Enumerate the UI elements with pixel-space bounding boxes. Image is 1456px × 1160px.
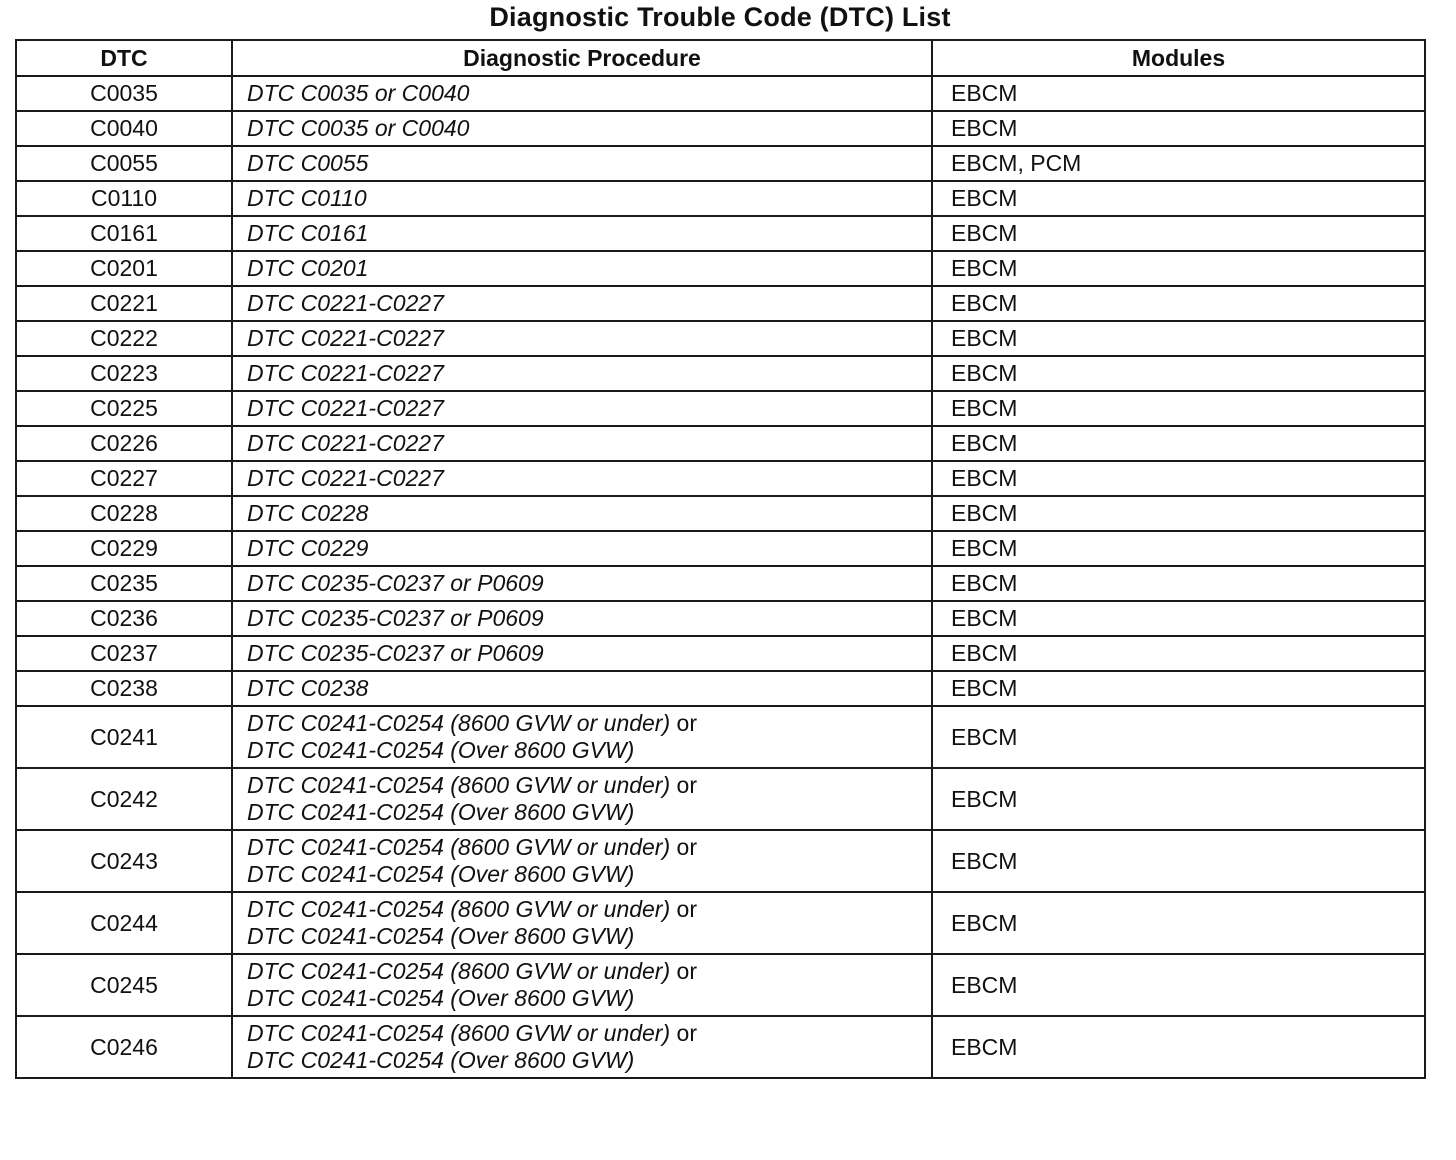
dtc-code: C0226	[16, 426, 232, 461]
column-header-procedure: Diagnostic Procedure	[232, 40, 932, 76]
procedure-conjunction: or	[676, 958, 697, 984]
dtc-code: C0221	[16, 286, 232, 321]
dtc-code: C0040	[16, 111, 232, 146]
table-row	[16, 706, 1425, 768]
table-row	[16, 892, 1425, 954]
table-row	[16, 671, 1425, 706]
table-row	[16, 391, 1425, 426]
modules-cell: EBCM	[932, 461, 1425, 496]
modules-cell: EBCM	[932, 251, 1425, 286]
table-row	[16, 76, 1425, 111]
table-row	[16, 321, 1425, 356]
modules-cell: EBCM	[932, 954, 1425, 1016]
diagnostic-procedure: DTC C0161	[232, 216, 932, 251]
dtc-code: C0225	[16, 391, 232, 426]
modules-cell: EBCM	[932, 356, 1425, 391]
table-row	[16, 768, 1425, 830]
procedure-conjunction: or	[676, 834, 697, 860]
modules-cell: EBCM	[932, 321, 1425, 356]
table-row	[16, 1016, 1425, 1078]
table-row	[16, 181, 1425, 216]
dtc-code: C0243	[16, 830, 232, 892]
table-header-row	[16, 40, 1425, 76]
dtc-code: C0110	[16, 181, 232, 216]
dtc-code: C0055	[16, 146, 232, 181]
dtc-code: C0035	[16, 76, 232, 111]
diagnostic-procedure: DTC C0238	[232, 671, 932, 706]
modules-cell: EBCM	[932, 601, 1425, 636]
modules-cell: EBCM	[932, 286, 1425, 321]
modules-cell: EBCM	[932, 830, 1425, 892]
diagnostic-procedure	[232, 892, 932, 954]
diagnostic-procedure: DTC C0221-C0227	[232, 391, 932, 426]
modules-cell: EBCM	[932, 706, 1425, 768]
modules-cell: EBCM	[932, 111, 1425, 146]
diagnostic-procedure	[232, 768, 932, 830]
diagnostic-procedure: DTC C0221-C0227	[232, 461, 932, 496]
diagnostic-procedure: DTC C0201	[232, 251, 932, 286]
diagnostic-procedure: DTC C0221-C0227	[232, 426, 932, 461]
procedure-line-1: DTC C0241-C0254 (8600 GVW or under)	[247, 772, 671, 798]
procedure-line-1: DTC C0241-C0254 (8600 GVW or under)	[247, 710, 671, 736]
modules-cell: EBCM	[932, 391, 1425, 426]
column-header-dtc: DTC	[16, 40, 232, 76]
modules-cell: EBCM	[932, 181, 1425, 216]
procedure-line-2: DTC C0241-C0254 (Over 8600 GVW)	[247, 985, 635, 1011]
dtc-code: C0235	[16, 566, 232, 601]
dtc-code: C0223	[16, 356, 232, 391]
procedure-line-1: DTC C0241-C0254 (8600 GVW or under)	[247, 1020, 671, 1046]
diagnostic-procedure	[232, 706, 932, 768]
diagnostic-procedure: DTC C0221-C0227	[232, 286, 932, 321]
diagnostic-procedure: DTC C0035 or C0040	[232, 111, 932, 146]
procedure-line-2: DTC C0241-C0254 (Over 8600 GVW)	[247, 737, 635, 763]
modules-cell: EBCM	[932, 636, 1425, 671]
diagnostic-procedure: DTC C0228	[232, 496, 932, 531]
dtc-code: C0229	[16, 531, 232, 566]
procedure-conjunction: or	[676, 772, 697, 798]
dtc-code: C0242	[16, 768, 232, 830]
modules-cell: EBCM	[932, 1016, 1425, 1078]
modules-cell: EBCM, PCM	[932, 146, 1425, 181]
procedure-conjunction: or	[676, 896, 697, 922]
modules-cell: EBCM	[932, 768, 1425, 830]
dtc-code: C0201	[16, 251, 232, 286]
table-row	[16, 531, 1425, 566]
table-row	[16, 636, 1425, 671]
modules-cell: EBCM	[932, 566, 1425, 601]
diagnostic-procedure: DTC C0035 or C0040	[232, 76, 932, 111]
procedure-line-1: DTC C0241-C0254 (8600 GVW or under)	[247, 958, 671, 984]
dtc-code: C0237	[16, 636, 232, 671]
table-row	[16, 111, 1425, 146]
dtc-code: C0241	[16, 706, 232, 768]
diagnostic-procedure: DTC C0235-C0237 or P0609	[232, 566, 932, 601]
table-row	[16, 601, 1425, 636]
dtc-code: C0161	[16, 216, 232, 251]
procedure-line-2: DTC C0241-C0254 (Over 8600 GVW)	[247, 799, 635, 825]
diagnostic-procedure	[232, 1016, 932, 1078]
procedure-line-1: DTC C0241-C0254 (8600 GVW or under)	[247, 896, 671, 922]
diagnostic-procedure: DTC C0110	[232, 181, 932, 216]
modules-cell: EBCM	[932, 496, 1425, 531]
diagnostic-procedure: DTC C0235-C0237 or P0609	[232, 636, 932, 671]
page-title: Diagnostic Trouble Code (DTC) List	[489, 2, 951, 32]
column-header-modules: Modules	[932, 40, 1425, 76]
modules-cell: EBCM	[932, 426, 1425, 461]
modules-cell: EBCM	[932, 216, 1425, 251]
procedure-conjunction: or	[676, 1020, 697, 1046]
dtc-code: C0244	[16, 892, 232, 954]
procedure-line-2: DTC C0241-C0254 (Over 8600 GVW)	[247, 923, 635, 949]
procedure-conjunction: or	[676, 710, 697, 736]
dtc-code: C0246	[16, 1016, 232, 1078]
procedure-line-1: DTC C0241-C0254 (8600 GVW or under)	[247, 834, 671, 860]
procedure-line-2: DTC C0241-C0254 (Over 8600 GVW)	[247, 1047, 635, 1073]
procedure-line-2: DTC C0241-C0254 (Over 8600 GVW)	[247, 861, 635, 887]
dtc-code: C0227	[16, 461, 232, 496]
modules-cell: EBCM	[932, 76, 1425, 111]
table-row	[16, 146, 1425, 181]
dtc-code: C0236	[16, 601, 232, 636]
dtc-code: C0228	[16, 496, 232, 531]
dtc-code: C0222	[16, 321, 232, 356]
diagnostic-procedure: DTC C0235-C0237 or P0609	[232, 601, 932, 636]
diagnostic-procedure	[232, 830, 932, 892]
table-row	[16, 216, 1425, 251]
diagnostic-procedure: DTC C0055	[232, 146, 932, 181]
diagnostic-procedure	[232, 954, 932, 1016]
table-row	[16, 461, 1425, 496]
table-row	[16, 426, 1425, 461]
table-row	[16, 356, 1425, 391]
table-row	[16, 954, 1425, 1016]
table-row	[16, 566, 1425, 601]
table-row	[16, 251, 1425, 286]
modules-cell: EBCM	[932, 671, 1425, 706]
dtc-table	[15, 39, 1426, 1079]
diagnostic-procedure: DTC C0221-C0227	[232, 356, 932, 391]
table-row	[16, 830, 1425, 892]
diagnostic-procedure: DTC C0229	[232, 531, 932, 566]
modules-cell: EBCM	[932, 531, 1425, 566]
table-row	[16, 496, 1425, 531]
diagnostic-procedure: DTC C0221-C0227	[232, 321, 932, 356]
dtc-code: C0238	[16, 671, 232, 706]
table-row	[16, 286, 1425, 321]
modules-cell: EBCM	[932, 892, 1425, 954]
dtc-code: C0245	[16, 954, 232, 1016]
